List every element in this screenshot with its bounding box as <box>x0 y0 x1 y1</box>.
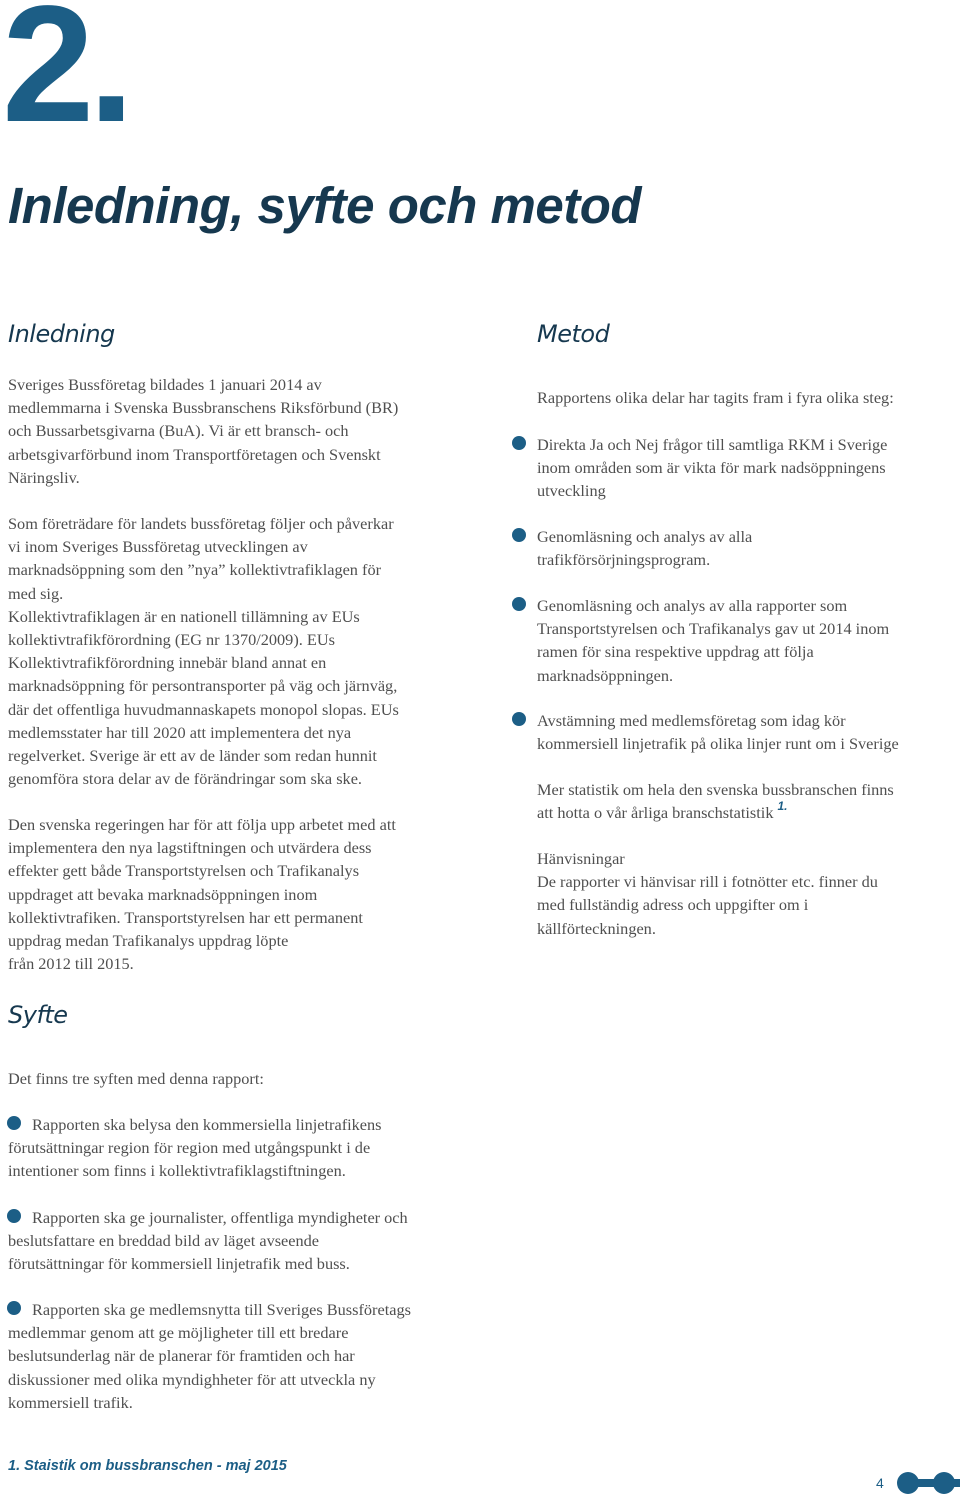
text-line: vi inom Sveriges Bussföretag utvecklingen av <box>8 537 308 557</box>
text-line: med fullständig adress och uppgifter om i <box>537 895 809 915</box>
text-line: Sveriges Bussföretag bildades 1 januari 2014 av <box>8 375 322 394</box>
text-line: kollektivtrafikförordning (EG nr 1370/2009). EUs <box>8 630 335 650</box>
text-line: effekter gett både Transportstyrelsen och Trafikanalys <box>8 861 360 881</box>
footnote-reference[interactable]: 1. <box>777 799 788 814</box>
text-line: kommersiell trafik. <box>8 1392 133 1412</box>
text-line: kollektivtrafiken. Transportstyrelsen har ett permanent <box>8 907 363 927</box>
text-line: genomföra stora delar av de förändringar som ska ske. <box>8 769 362 789</box>
text-line: Transportstyrelsen och Trafikanalys gav ut 2014 inom <box>537 619 890 639</box>
chapter-number: 2. <box>2 0 129 157</box>
references-heading: Hänvisningar <box>537 849 625 868</box>
text-line: Rapporten ska ge medlemsnytta till Sveriges Bussföretags <box>32 1300 411 1319</box>
text-line: beslutsfattare en breddad bild av läget avseende <box>8 1231 320 1251</box>
text-line: Som företrädare för landets bussföretag följer och påverkar <box>8 514 394 533</box>
metod-bullet-4 <box>537 709 952 755</box>
bullet-dot-icon <box>7 1116 21 1130</box>
metod-bullet-3 <box>537 594 952 687</box>
text-line: där det offentliga huvudmannaskapets monopol slopas. EUs <box>8 699 399 719</box>
text-line: beslutsunderlag när de planerar för framtiden och har <box>8 1346 355 1366</box>
text-line: Kollektivtrafiklagen är en nationell tillämning av EUs <box>8 606 360 626</box>
text-line: Avstämning med medlemsföretag som idag kör <box>537 711 846 730</box>
syfte-bullet-3 <box>8 1298 508 1414</box>
bullet-dot-icon <box>512 528 526 542</box>
text-line: Genomläsning och analys av alla <box>537 527 753 546</box>
text-line: från 2012 till 2015. <box>8 954 134 974</box>
text-line: förutsättningar region för region med utgångspunkt i de <box>8 1138 371 1158</box>
text-line: intentioner som finns i kollektivtrafiklagstiftningen. <box>8 1161 346 1181</box>
text-line: diskussioner med olika myndighheter för att utveckla ny <box>8 1369 376 1389</box>
text-line: ramen för sina respektive uppdrag att följa <box>537 642 814 662</box>
text-line: utveckling <box>537 481 606 501</box>
text-line: och Bussarbetsgivarna (BuA). Vi är ett bransch- och <box>8 421 349 441</box>
metod-bullet-2 <box>537 525 952 571</box>
text-span: att hotta o vår årliga branschstatistik <box>537 803 774 823</box>
text-line: Mer statistik om hela den svenska bussbranschen finns <box>537 780 894 799</box>
syfte-bullet-1 <box>8 1113 508 1183</box>
text-line: arbetsgivarförbund inom Transportföretagen och Svenskt <box>8 444 381 464</box>
text-line: medlemsstater har till 2020 att implementera det nya <box>8 722 352 742</box>
text-line: marknadsöppning som den ”nya” kollektivtrafiklagen för <box>8 560 382 580</box>
bullet-dot-icon <box>7 1209 21 1223</box>
metod-intro: Rapportens olika delar har tagits fram i fyra olika steg: <box>537 388 894 407</box>
page-number: 4 <box>876 1475 884 1491</box>
text-line: uppdraget att bevaka marknadsöppningen inom <box>8 884 318 904</box>
text-line: med sig. <box>8 583 64 603</box>
text-line: marknadsöppningen. <box>537 665 674 685</box>
text-line: De rapporter vi hänvisar rill i fotnötter etc. finner du <box>537 872 878 892</box>
syfte-intro: Det finns tre syften med denna rapport: <box>8 1069 264 1088</box>
text-line <box>537 801 952 826</box>
inledning-heading: Inledning <box>8 320 115 348</box>
text-line: Rapporten ska ge journalister, offentliga myndigheter och <box>32 1208 408 1227</box>
text-line: Näringsliv. <box>8 467 80 487</box>
bullet-dot-icon <box>7 1301 21 1315</box>
text-line: Direkta Ja och Nej frågor till samtliga RKM i Sverige <box>537 435 888 454</box>
text-line: medlemmar genom att ge möjligheter till ett bredare <box>8 1323 349 1343</box>
chapter-title: Inledning, syfte och metod <box>8 177 642 234</box>
bullet-dot-icon <box>512 436 526 450</box>
text-line: marknadsöppning för persontransporter på väg och järnväg, <box>8 676 398 696</box>
text-line: uppdrag medan Trafikanalys uppdrag löpte <box>8 931 289 951</box>
text-line: Rapporten ska belysa den kommersiella linjetrafikens <box>32 1115 382 1134</box>
page-marker-icon <box>894 1470 960 1498</box>
text-line: medlemmarna i Svenska Bussbranschens Riksförbund (BR) <box>8 398 399 418</box>
inledning-paragraph-3 <box>8 813 508 975</box>
text-line: inom områden som är vikta för mark nadsöppningens <box>537 458 886 478</box>
inledning-paragraph-1 <box>8 373 508 489</box>
bullet-dot-icon <box>512 597 526 611</box>
text-line: Kollektivtrafikförordning innebär bland annat en <box>8 653 327 673</box>
references-section <box>537 847 952 940</box>
metod-heading: Metod <box>537 320 610 348</box>
text-line: trafikförsörjningsprogram. <box>537 550 711 570</box>
inledning-paragraph-2 <box>8 512 508 790</box>
text-line: implementera den nya lagstiftningen och utvärdera dess <box>8 838 372 858</box>
syfte-bullet-2 <box>8 1206 508 1276</box>
syfte-heading: Syfte <box>8 1001 68 1029</box>
footnote: 1. Staistik om bussbranschen - maj 2015 <box>8 1458 287 1474</box>
metod-statistics-note <box>537 778 952 826</box>
metod-bullet-1 <box>537 433 952 503</box>
bullet-dot-icon <box>512 712 526 726</box>
text-line: Den svenska regeringen har för att följa upp arbetet med att <box>8 815 396 834</box>
text-line: förutsättningar för kommersiell linjetrafik med buss. <box>8 1254 350 1274</box>
text-line: regelverket. Sverige är ett av de länder som redan hunnit <box>8 746 377 766</box>
text-line: Genomläsning och analys av alla rapporter som <box>537 596 848 615</box>
text-line: kommersiell linjetrafik på olika linjer runt om i Sverige <box>537 734 899 754</box>
text-line: källförteckningen. <box>537 918 656 938</box>
